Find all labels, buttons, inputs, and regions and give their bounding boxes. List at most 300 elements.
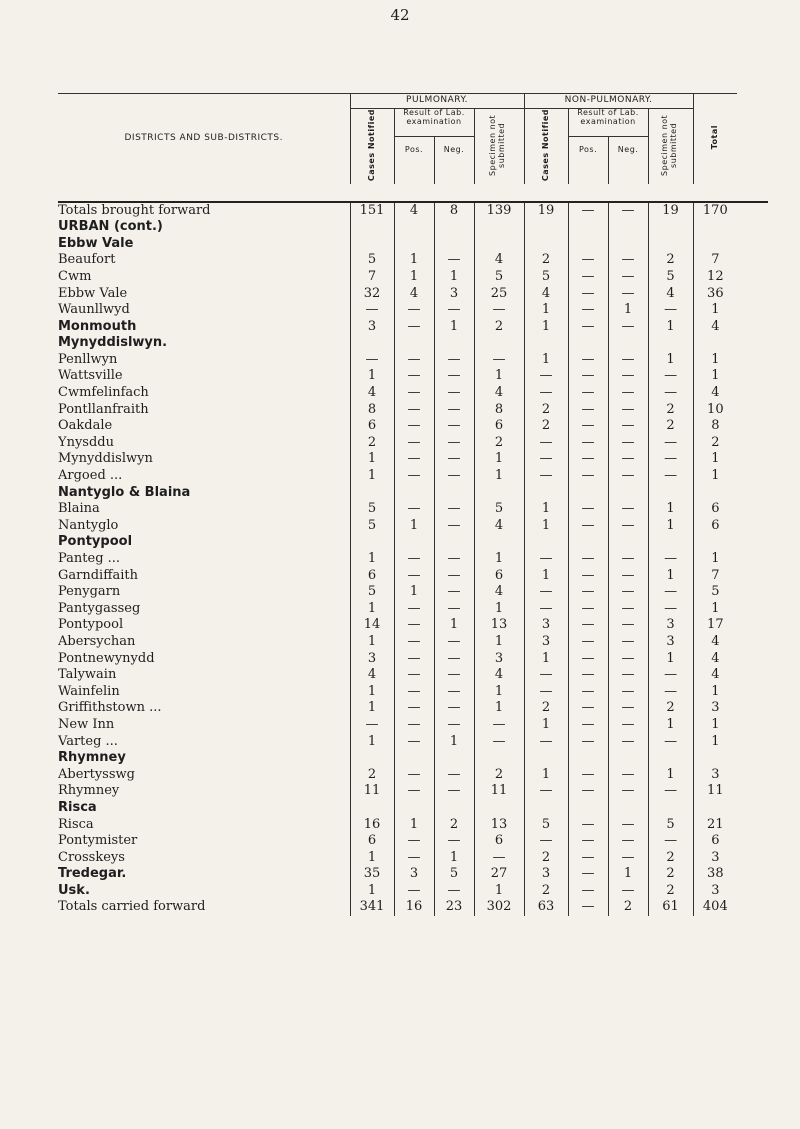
pulmonary-cases-cell: 32	[350, 286, 394, 303]
non-pulmonary-cases-cell: 1	[524, 651, 568, 668]
pulmonary-neg-cell	[434, 485, 474, 502]
non-pulmonary-specimen-cell: 61	[648, 899, 693, 916]
total-cell: 6	[693, 501, 737, 518]
non-pulmonary-neg-cell: —	[608, 551, 648, 568]
pulmonary-neg-cell: —	[434, 551, 474, 568]
pulmonary-specimen-cell	[474, 219, 524, 236]
pulmonary-specimen-cell: 4	[474, 385, 524, 402]
non-pulmonary-specimen-cell: —	[648, 451, 693, 468]
pulmonary-cases-cell: 1	[350, 451, 394, 468]
pulmonary-neg-cell: —	[434, 352, 474, 369]
pulmonary-cases-cell: 341	[350, 899, 394, 916]
district-name: Rhymney	[58, 783, 120, 799]
pulmonary-cases-cell: 5	[350, 252, 394, 269]
pulmonary-cases-notified-header: Cases Notified	[350, 109, 394, 184]
non-pulmonary-specimen-cell: —	[648, 468, 693, 485]
non-pulmonary-pos-cell: —	[568, 368, 608, 385]
non-pulmonary-neg-cell	[608, 534, 648, 551]
district-name: Wattsville	[58, 368, 123, 384]
group-heading-row	[58, 750, 768, 767]
table-row	[58, 817, 768, 834]
non-pulmonary-pos-cell: —	[568, 634, 608, 651]
pulmonary-pos-cell: —	[394, 767, 434, 784]
non-pulmonary-specimen-cell: 1	[648, 767, 693, 784]
pulmonary-neg-cell: —	[434, 634, 474, 651]
pulmonary-specimen-cell: 1	[474, 684, 524, 701]
non-pulmonary-cases-cell	[524, 485, 568, 502]
total-cell: 6	[693, 518, 737, 535]
non-pulmonary-specimen-cell	[648, 800, 693, 817]
table-row	[58, 319, 768, 336]
total-cell: 1	[693, 352, 737, 369]
total-header: Total	[693, 94, 737, 184]
district-name: Monmouth	[58, 318, 137, 334]
non-pulmonary-pos-cell	[568, 236, 608, 253]
non-pulmonary-cases-cell: 19	[524, 202, 568, 220]
pulmonary-pos-cell: —	[394, 451, 434, 468]
pulmonary-header: PULMONARY.	[350, 94, 524, 109]
non-pulmonary-neg-cell	[608, 750, 648, 767]
table-row	[58, 518, 768, 535]
table-row	[58, 468, 768, 485]
pulmonary-specimen-cell	[474, 750, 524, 767]
total-cell: 3	[693, 767, 737, 784]
non-pulmonary-cases-cell: 1	[524, 518, 568, 535]
non-pulmonary-pos-cell: —	[568, 866, 608, 883]
non-pulmonary-neg-cell: —	[608, 435, 648, 452]
non-pulmonary-specimen-cell: —	[648, 385, 693, 402]
pulmonary-cases-cell	[350, 534, 394, 551]
non-pulmonary-neg-cell: —	[608, 269, 648, 286]
non-pulmonary-cases-cell: 2	[524, 850, 568, 867]
non-pulmonary-cases-cell	[524, 800, 568, 817]
district-name: Ebbw Vale	[58, 235, 134, 251]
non-pulmonary-neg-cell: 1	[608, 866, 648, 883]
pulmonary-pos-cell: —	[394, 734, 434, 751]
non-pulmonary-specimen-cell: —	[648, 435, 693, 452]
non-pulmonary-cases-cell: 5	[524, 269, 568, 286]
non-pulmonary-specimen-cell: —	[648, 833, 693, 850]
pulmonary-cases-cell: 3	[350, 319, 394, 336]
table-row	[58, 385, 768, 402]
total-cell: 10	[693, 402, 737, 419]
table-row	[58, 634, 768, 651]
non-pulmonary-specimen-cell: —	[648, 684, 693, 701]
pulmonary-pos-cell: —	[394, 651, 434, 668]
non-pulmonary-specimen-cell: 1	[648, 717, 693, 734]
non-pulmonary-specimen-cell: 19	[648, 202, 693, 220]
total-cell	[693, 534, 737, 551]
non-pulmonary-neg-cell: —	[608, 368, 648, 385]
pulmonary-pos-cell: —	[394, 368, 434, 385]
pulmonary-neg-cell: —	[434, 252, 474, 269]
district-name: Pontypool	[58, 534, 133, 550]
pulmonary-pos-cell: 1	[394, 584, 434, 601]
pulmonary-cases-cell: 14	[350, 617, 394, 634]
non-pulmonary-specimen-cell	[648, 219, 693, 236]
total-cell: 4	[693, 385, 737, 402]
pulmonary-specimen-cell: 302	[474, 899, 524, 916]
pulmonary-pos-cell: —	[394, 717, 434, 734]
district-name: Pontypool	[58, 617, 124, 633]
non-pulmonary-neg-cell	[608, 485, 648, 502]
table-row	[58, 684, 768, 701]
non-pulmonary-neg-cell: —	[608, 252, 648, 269]
group-heading-row	[58, 236, 768, 253]
pulmonary-specimen-cell: —	[474, 734, 524, 751]
table-row	[58, 883, 768, 900]
pulmonary-cases-cell: 1	[350, 551, 394, 568]
total-cell: 1	[693, 684, 737, 701]
non-pulmonary-neg-cell: —	[608, 451, 648, 468]
total-cell: 1	[693, 368, 737, 385]
total-cell	[693, 800, 737, 817]
table-row	[58, 551, 768, 568]
non-pulmonary-neg-cell: —	[608, 883, 648, 900]
pulmonary-neg-cell: —	[434, 684, 474, 701]
non-pulmonary-cases-cell	[524, 534, 568, 551]
total-cell: 1	[693, 717, 737, 734]
pulmonary-pos-cell: 3	[394, 866, 434, 883]
non-pulmonary-pos-cell: —	[568, 302, 608, 319]
non-pulmonary-pos-cell: —	[568, 568, 608, 585]
non-pulmonary-pos-cell	[568, 219, 608, 236]
total-cell: 12	[693, 269, 737, 286]
non-pulmonary-pos-cell: —	[568, 899, 608, 916]
pulmonary-neg-cell: —	[434, 468, 474, 485]
non-pulmonary-neg-cell: —	[608, 651, 648, 668]
pulmonary-specimen-header: Specimen not submitted	[474, 109, 524, 184]
pulmonary-cases-cell: 16	[350, 817, 394, 834]
pulmonary-neg-cell: —	[434, 700, 474, 717]
pulmonary-cases-cell: 6	[350, 418, 394, 435]
non-pulmonary-specimen-cell	[648, 750, 693, 767]
pulmonary-specimen-cell	[474, 800, 524, 817]
non-pulmonary-pos-cell: —	[568, 833, 608, 850]
pulmonary-pos-header: Pos.	[394, 136, 434, 163]
non-pulmonary-specimen-header: Specimen not submitted	[648, 109, 693, 184]
district-name: Nantyglo & Blaina	[58, 484, 191, 500]
pulmonary-pos-cell: —	[394, 319, 434, 336]
non-pulmonary-cases-cell: —	[524, 385, 568, 402]
table-row	[58, 501, 768, 518]
non-pulmonary-neg-cell: —	[608, 202, 648, 220]
non-pulmonary-cases-cell: —	[524, 684, 568, 701]
total-cell: 4	[693, 651, 737, 668]
non-pulmonary-pos-cell: —	[568, 435, 608, 452]
pulmonary-pos-cell	[394, 485, 434, 502]
pulmonary-cases-cell: 35	[350, 866, 394, 883]
pulmonary-result-header: Result of Lab. examination	[394, 109, 474, 137]
non-pulmonary-neg-cell: —	[608, 767, 648, 784]
pulmonary-cases-cell: 6	[350, 833, 394, 850]
total-cell: 1	[693, 468, 737, 485]
total-cell: 2	[693, 435, 737, 452]
pulmonary-specimen-cell: 11	[474, 783, 524, 800]
table-row	[58, 269, 768, 286]
total-cell	[693, 219, 737, 236]
non-pulmonary-neg-cell	[608, 800, 648, 817]
pulmonary-neg-cell: 1	[434, 617, 474, 634]
pulmonary-pos-cell: —	[394, 385, 434, 402]
pulmonary-specimen-cell: 139	[474, 202, 524, 220]
pulmonary-specimen-cell: 3	[474, 651, 524, 668]
pulmonary-cases-cell: —	[350, 717, 394, 734]
pulmonary-specimen-cell: 27	[474, 866, 524, 883]
pulmonary-specimen-cell: 1	[474, 368, 524, 385]
pulmonary-neg-cell: —	[434, 783, 474, 800]
pulmonary-specimen-cell: 8	[474, 402, 524, 419]
total-cell: 7	[693, 568, 737, 585]
pulmonary-cases-cell: 1	[350, 734, 394, 751]
pulmonary-specimen-cell: 1	[474, 700, 524, 717]
non-pulmonary-pos-cell	[568, 750, 608, 767]
pulmonary-pos-cell: —	[394, 883, 434, 900]
district-name: Ynysddu	[58, 434, 114, 450]
pulmonary-specimen-cell: 4	[474, 252, 524, 269]
non-pulmonary-cases-cell: —	[524, 601, 568, 618]
pulmonary-specimen-cell: —	[474, 850, 524, 867]
pulmonary-cases-cell: 1	[350, 601, 394, 618]
non-pulmonary-pos-cell: —	[568, 584, 608, 601]
non-pulmonary-pos-cell: —	[568, 468, 608, 485]
non-pulmonary-neg-cell: —	[608, 468, 648, 485]
non-pulmonary-specimen-cell	[648, 335, 693, 352]
non-pulmonary-pos-cell: —	[568, 734, 608, 751]
non-pulmonary-specimen-cell: 5	[648, 269, 693, 286]
district-name: Penllwyn	[58, 351, 118, 367]
non-pulmonary-specimen-cell: —	[648, 302, 693, 319]
pulmonary-cases-cell: 1	[350, 700, 394, 717]
non-pulmonary-specimen-cell	[648, 236, 693, 253]
district-name: Pontnewynydd	[58, 650, 155, 666]
pulmonary-specimen-cell: 1	[474, 883, 524, 900]
pulmonary-neg-cell	[434, 534, 474, 551]
non-pulmonary-specimen-cell: —	[648, 667, 693, 684]
non-pulmonary-neg-header: Neg.	[608, 136, 648, 163]
table-row	[58, 700, 768, 717]
district-name: Rhymney	[58, 750, 126, 766]
pulmonary-cases-cell	[350, 236, 394, 253]
non-pulmonary-pos-cell: —	[568, 286, 608, 303]
non-pulmonary-specimen-cell: 1	[648, 352, 693, 369]
totals-row	[58, 202, 768, 220]
pulmonary-neg-cell	[434, 800, 474, 817]
pulmonary-pos-cell: 4	[394, 286, 434, 303]
pulmonary-neg-cell: —	[434, 385, 474, 402]
non-pulmonary-neg-cell: —	[608, 402, 648, 419]
total-cell: 7	[693, 252, 737, 269]
group-heading-row	[58, 335, 768, 352]
non-pulmonary-cases-cell: 2	[524, 700, 568, 717]
non-pulmonary-pos-cell: —	[568, 269, 608, 286]
table-row	[58, 435, 768, 452]
non-pulmonary-cases-cell: —	[524, 551, 568, 568]
non-pulmonary-specimen-cell: 3	[648, 617, 693, 634]
district-name: Cwmfelinfach	[58, 385, 149, 401]
non-pulmonary-cases-cell: 63	[524, 899, 568, 916]
district-name: Tredegar.	[58, 866, 127, 882]
pulmonary-neg-cell: 2	[434, 817, 474, 834]
pulmonary-specimen-cell	[474, 485, 524, 502]
pulmonary-cases-cell: 1	[350, 883, 394, 900]
pulmonary-neg-cell: —	[434, 418, 474, 435]
non-pulmonary-pos-cell: —	[568, 850, 608, 867]
non-pulmonary-specimen-cell: —	[648, 584, 693, 601]
non-pulmonary-neg-cell	[608, 335, 648, 352]
pulmonary-cases-cell: 2	[350, 767, 394, 784]
pulmonary-specimen-cell: 25	[474, 286, 524, 303]
district-name: Risca	[58, 816, 94, 832]
pulmonary-neg-cell: 5	[434, 866, 474, 883]
district-name: Penygarn	[58, 584, 121, 600]
pulmonary-pos-cell: 1	[394, 518, 434, 535]
non-pulmonary-cases-cell: 1	[524, 501, 568, 518]
district-name: Pantygasseg	[58, 600, 141, 616]
pulmonary-pos-cell	[394, 236, 434, 253]
non-pulmonary-pos-cell: —	[568, 817, 608, 834]
district-name: Argoed ...	[58, 468, 123, 484]
table-row	[58, 451, 768, 468]
table-row	[58, 717, 768, 734]
total-cell: 5	[693, 584, 737, 601]
pulmonary-cases-cell: 5	[350, 501, 394, 518]
pulmonary-pos-cell: —	[394, 684, 434, 701]
pulmonary-specimen-cell	[474, 534, 524, 551]
pulmonary-pos-cell	[394, 534, 434, 551]
table-row	[58, 866, 768, 883]
pulmonary-specimen-cell	[474, 236, 524, 253]
table-row	[58, 667, 768, 684]
non-pulmonary-specimen-cell: —	[648, 601, 693, 618]
non-pulmonary-specimen-cell: 2	[648, 402, 693, 419]
pulmonary-cases-cell: 1	[350, 684, 394, 701]
non-pulmonary-neg-cell: —	[608, 385, 648, 402]
non-pulmonary-pos-cell: —	[568, 252, 608, 269]
non-pulmonary-pos-cell: —	[568, 700, 608, 717]
non-pulmonary-pos-cell: —	[568, 767, 608, 784]
non-pulmonary-specimen-cell	[648, 534, 693, 551]
non-pulmonary-cases-cell: —	[524, 468, 568, 485]
pulmonary-pos-cell: —	[394, 617, 434, 634]
table-row	[58, 651, 768, 668]
non-pulmonary-pos-cell: —	[568, 667, 608, 684]
non-pulmonary-cases-cell	[524, 219, 568, 236]
non-pulmonary-specimen-cell: 5	[648, 817, 693, 834]
group-heading-row	[58, 800, 768, 817]
pulmonary-pos-cell	[394, 800, 434, 817]
non-pulmonary-neg-cell: —	[608, 833, 648, 850]
pulmonary-cases-cell	[350, 485, 394, 502]
pulmonary-neg-cell: 1	[434, 319, 474, 336]
total-cell: 1	[693, 734, 737, 751]
total-cell: 38	[693, 866, 737, 883]
pulmonary-pos-cell: 16	[394, 899, 434, 916]
total-cell: 1	[693, 551, 737, 568]
district-name: Cwm	[58, 268, 92, 284]
pulmonary-pos-cell	[394, 335, 434, 352]
district-name: Nantyglo	[58, 517, 119, 533]
non-pulmonary-pos-cell: —	[568, 717, 608, 734]
group-heading-row	[58, 534, 768, 551]
pulmonary-neg-cell: 1	[434, 850, 474, 867]
non-pulmonary-specimen-cell: 1	[648, 501, 693, 518]
non-pulmonary-neg-cell	[608, 219, 648, 236]
non-pulmonary-specimen-cell: 1	[648, 319, 693, 336]
pulmonary-pos-cell: —	[394, 468, 434, 485]
district-name: URBAN (cont.)	[58, 219, 163, 235]
non-pulmonary-neg-cell: —	[608, 601, 648, 618]
non-pulmonary-cases-cell: 2	[524, 883, 568, 900]
non-pulmonary-neg-cell: —	[608, 783, 648, 800]
district-name: Mynyddislwyn	[58, 451, 153, 467]
non-pulmonary-cases-cell: 1	[524, 717, 568, 734]
non-pulmonary-specimen-cell: —	[648, 783, 693, 800]
pulmonary-neg-cell: —	[434, 402, 474, 419]
non-pulmonary-cases-cell: —	[524, 667, 568, 684]
non-pulmonary-cases-cell: 3	[524, 866, 568, 883]
totals-row	[58, 899, 768, 916]
total-cell: 17	[693, 617, 737, 634]
non-pulmonary-pos-cell: —	[568, 319, 608, 336]
non-pulmonary-pos-cell	[568, 534, 608, 551]
pulmonary-neg-cell: 23	[434, 899, 474, 916]
pulmonary-specimen-cell: —	[474, 352, 524, 369]
non-pulmonary-pos-cell: —	[568, 651, 608, 668]
non-pulmonary-neg-cell: —	[608, 286, 648, 303]
pulmonary-specimen-cell: 13	[474, 817, 524, 834]
table-row	[58, 418, 768, 435]
non-pulmonary-neg-cell: —	[608, 319, 648, 336]
districts-header: DISTRICTS AND SUB-DISTRICTS.	[58, 94, 350, 184]
pulmonary-pos-cell: —	[394, 700, 434, 717]
pulmonary-pos-cell: 1	[394, 252, 434, 269]
non-pulmonary-specimen-cell: 2	[648, 850, 693, 867]
non-pulmonary-pos-cell: —	[568, 883, 608, 900]
non-pulmonary-pos-cell: —	[568, 518, 608, 535]
non-pulmonary-pos-cell: —	[568, 352, 608, 369]
pulmonary-neg-cell: —	[434, 667, 474, 684]
pulmonary-cases-cell	[350, 219, 394, 236]
district-name: Abertysswg	[58, 766, 135, 782]
pulmonary-specimen-cell: 6	[474, 418, 524, 435]
pulmonary-pos-cell: —	[394, 601, 434, 618]
district-name: Blaina	[58, 501, 100, 517]
table-row	[58, 568, 768, 585]
non-pulmonary-neg-cell: —	[608, 501, 648, 518]
pulmonary-cases-cell: 1	[350, 468, 394, 485]
non-pulmonary-specimen-cell	[648, 485, 693, 502]
non-pulmonary-cases-cell: —	[524, 584, 568, 601]
non-pulmonary-pos-cell	[568, 335, 608, 352]
total-cell: 3	[693, 883, 737, 900]
pulmonary-neg-cell: —	[434, 518, 474, 535]
non-pulmonary-neg-cell: 2	[608, 899, 648, 916]
pulmonary-cases-cell: 2	[350, 435, 394, 452]
district-name: Varteg ...	[58, 733, 118, 749]
district-name: Wainfelin	[58, 683, 120, 699]
pulmonary-neg-cell: —	[434, 717, 474, 734]
pulmonary-specimen-cell: 1	[474, 468, 524, 485]
total-cell	[693, 485, 737, 502]
pulmonary-pos-cell	[394, 219, 434, 236]
non-pulmonary-specimen-cell: 2	[648, 883, 693, 900]
non-pulmonary-cases-cell: 1	[524, 319, 568, 336]
pulmonary-cases-cell: 5	[350, 518, 394, 535]
non-pulmonary-specimen-cell: 2	[648, 252, 693, 269]
non-pulmonary-pos-cell: —	[568, 402, 608, 419]
pulmonary-pos-cell: 1	[394, 269, 434, 286]
